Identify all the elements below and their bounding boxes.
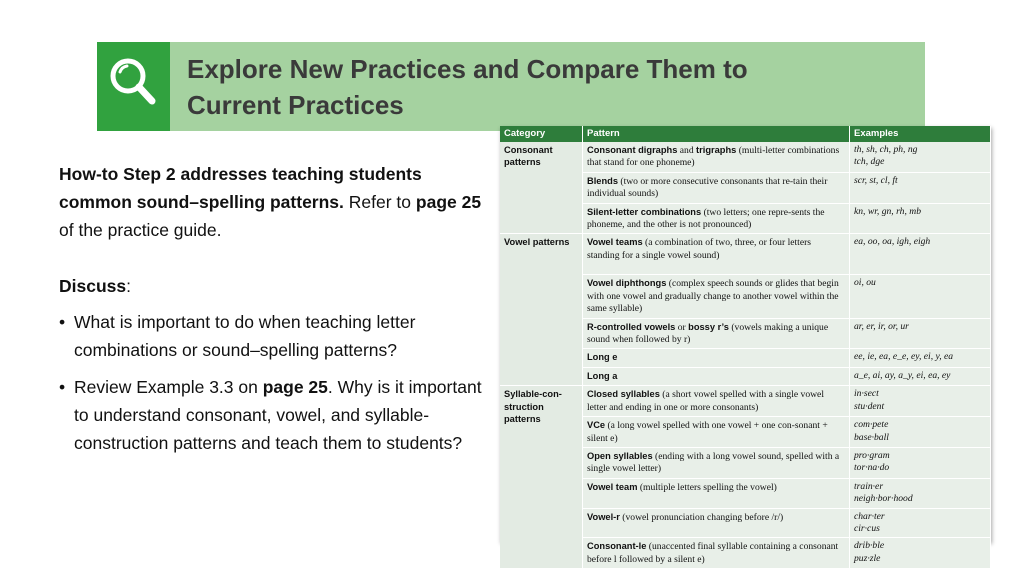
col-header-category: Category (500, 126, 583, 142)
table-row (500, 386, 991, 417)
list-item (59, 308, 499, 364)
pattern-name: Blends (587, 175, 618, 186)
pattern-name: VCe (587, 420, 606, 431)
pattern-name: Consonant-le (587, 541, 647, 552)
example-cell (850, 508, 991, 538)
pattern-cell (583, 478, 850, 508)
pattern-name: Vowel diphthongs (587, 278, 667, 289)
col-header-pattern: Pattern (583, 126, 850, 142)
title-line-2: Current Practices (187, 90, 404, 120)
pattern-desc: (multiple letters spelling the vowel) (637, 481, 777, 493)
intro-page-ref: page 25 (415, 192, 482, 212)
pattern-name: Vowel teams (587, 237, 643, 248)
col-header-examples: Examples (850, 126, 991, 142)
pattern-desc: (multi-letter combinations that stand for one phoneme) (587, 145, 840, 169)
example-1: a_e, ai, ay, a_y, ei, ea, ey (854, 369, 951, 381)
example-1: in·sect (854, 388, 879, 400)
pattern-cell (583, 349, 850, 367)
category-syllable: Syllable-con-struction patterns (500, 386, 583, 569)
example-cell (850, 234, 991, 275)
example-cell (850, 478, 991, 508)
example-2: stu·dent (854, 400, 885, 412)
table-row (500, 234, 991, 275)
example-cell (850, 275, 991, 318)
pattern-cell (583, 275, 850, 318)
bullet-2-page-ref: page 25 (262, 377, 328, 397)
example-1: pro·gram (854, 449, 890, 461)
pattern-connector: or (675, 321, 689, 333)
pattern-name: R-controlled vowels (587, 321, 676, 332)
discussion-list (59, 308, 499, 457)
intro-text: Refer to (343, 192, 416, 212)
discuss-colon: : (126, 276, 131, 296)
bullet-2-text-end: . Why is it important to understand consonant, vowel, and syllable-construction patterns and teach them to students? (74, 377, 482, 453)
pattern-table (500, 126, 991, 569)
example-cell (850, 538, 991, 569)
example-1: com·pete (854, 419, 889, 431)
pattern-desc: (vowel pronunciation changing before /r/) (619, 511, 784, 523)
bullet-2-text: Review Example 3.3 on (74, 377, 263, 397)
category-consonant: Consonant patterns (500, 142, 583, 234)
example-2: puz·zle (854, 552, 881, 564)
example-1: kn, wr, gn, rh, mb (854, 205, 921, 217)
search-icon (108, 54, 160, 116)
example-table (500, 126, 991, 565)
pattern-name-2: trigraphs (696, 145, 737, 155)
pattern-cell (583, 172, 850, 203)
discuss-label: Discuss (59, 276, 127, 296)
table-header-row (500, 126, 991, 142)
pattern-desc: (a long vowel spelled with one vowel + one con-sonant + silent e) (587, 420, 828, 444)
table-row (500, 142, 991, 172)
example-cell (850, 172, 991, 203)
page-title (187, 51, 887, 123)
pattern-cell (583, 386, 850, 417)
header-banner (97, 42, 925, 131)
title-line-1: Explore New Practices and Compare Them to (187, 54, 748, 84)
pattern-cell (583, 447, 850, 478)
intro-paragraph (59, 160, 499, 244)
example-cell (850, 386, 991, 417)
example-1: drib·ble (854, 540, 885, 552)
pattern-desc: (complex speech sounds or glides that begin with one vowel and gradually change to another vowel within the same syllable) (587, 278, 839, 315)
pattern-name: Vowel team (587, 481, 638, 492)
example-2: neigh·bor·hood (854, 493, 913, 505)
example-2: cir·cus (854, 522, 880, 534)
intro-end: of the practice guide. (59, 220, 222, 240)
example-cell (850, 203, 991, 234)
pattern-cell (583, 508, 850, 538)
example-cell (850, 417, 991, 448)
example-cell (850, 447, 991, 478)
header-icon-box (97, 42, 170, 131)
pattern-name: Vowel-r (587, 511, 620, 522)
example-2: base·ball (854, 431, 889, 443)
example-1: ar, er, ir, or, ur (854, 320, 909, 332)
bullet-icon: • (59, 312, 66, 332)
pattern-desc: (two or more consecutive consonants that re-tain their individual sounds) (587, 175, 828, 200)
list-item (59, 373, 499, 457)
example-1: ee, ie, ea, e_e, ey, ei, y, ea (854, 351, 954, 363)
category-vowel: Vowel patterns (500, 234, 583, 386)
pattern-cell (583, 234, 850, 275)
discussion-text (59, 160, 499, 466)
pattern-cell (583, 367, 850, 385)
pattern-cell (583, 142, 850, 172)
example-1: ea, oo, oa, igh, eigh (854, 236, 931, 248)
example-cell (850, 318, 991, 349)
pattern-name: Open syllables (587, 450, 653, 461)
example-1: oi, ou (854, 277, 876, 289)
example-1: th, sh, ch, ph, ng (854, 144, 918, 155)
pattern-cell (583, 318, 850, 349)
pattern-name: Closed syllables (587, 389, 660, 400)
example-1: char·ter (854, 510, 885, 522)
example-cell (850, 349, 991, 367)
pattern-cell (583, 417, 850, 448)
pattern-desc: (ending with a long vowel sound, spelled with a single vowel letter) (587, 450, 840, 475)
pattern-name: Long e (587, 352, 618, 363)
pattern-desc: (two letters; one repre-sents the phoneme, and the other is not pronounced) (587, 206, 825, 231)
example-2: tor·na·do (854, 462, 890, 474)
pattern-desc: (a short vowel spelled with a single vowel letter and ending in one or more consonants) (587, 389, 824, 413)
pattern-desc: (vowels making a unique sound when followed by r) (587, 321, 829, 346)
intro-bold: How-to Step 2 addresses teaching students common sound–spelling patterns. (59, 164, 422, 212)
example-cell (850, 367, 991, 385)
pattern-cell (583, 538, 850, 569)
bullet-1-text: What is important to do when teaching letter combinations or sound–spelling patterns? (74, 312, 416, 360)
pattern-name: Consonant digraphs (587, 145, 678, 155)
example-2: tch, dge (854, 156, 885, 168)
pattern-name: Long a (587, 370, 618, 381)
pattern-desc: (unaccented final syllable containing a consonant before l followed by a silent e) (587, 541, 839, 565)
example-cell (850, 142, 991, 172)
example-1: train·er (854, 480, 884, 492)
pattern-cell (583, 203, 850, 234)
bullet-icon: • (59, 377, 66, 397)
pattern-desc: (a combination of two, three, or four letters standing for a single vowel sound) (587, 237, 812, 261)
example-1: scr, st, cl, ft (854, 174, 898, 186)
discuss-heading (59, 272, 499, 300)
pattern-name-2: bossy r’s (688, 321, 729, 332)
pattern-name: Silent-letter combinations (587, 206, 702, 217)
pattern-connector: and (677, 145, 697, 156)
